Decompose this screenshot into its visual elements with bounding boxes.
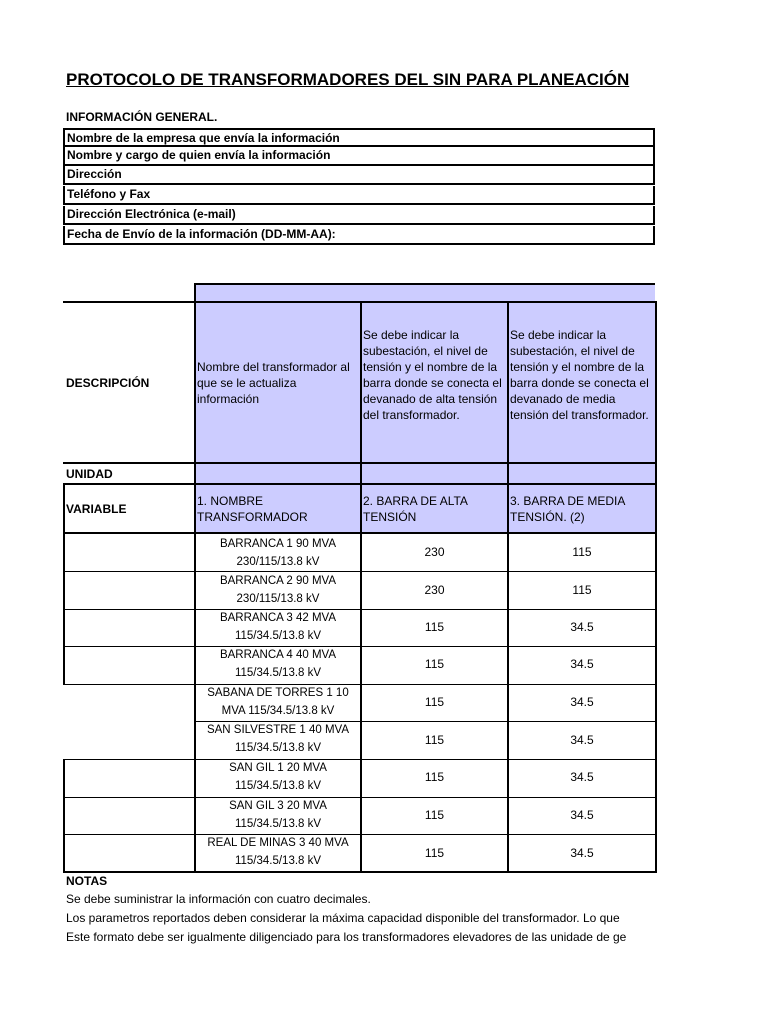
alta-value: 230 <box>424 583 445 597</box>
notes-heading: NOTAS <box>66 874 108 888</box>
column-variable: 2. BARRA DE ALTA TENSIÓN <box>363 494 468 524</box>
media-value: 115 <box>572 583 592 597</box>
table-line <box>63 462 655 464</box>
column-description: Se debe indicar la subestación, el nivel de tensión y el nombre de la barra donde se conecta el devanado de media tensión del transformador. <box>510 328 649 422</box>
column-description: Nombre del transformador al que se le actualiza información <box>197 360 350 406</box>
transformer-name: SAN SILVESTRE 1 40 MVA 115/34.5/13.8 kV <box>206 724 350 754</box>
table-line <box>655 301 657 873</box>
page-title: PROTOCOLO DE TRANSFORMADORES DEL SIN PARA PLANEACIÓN <box>66 70 630 89</box>
alta-value: 115 <box>424 770 445 784</box>
alta-value: 115 <box>424 695 445 709</box>
note-line: Se debe suministrar la información con cuatro decimales. <box>66 892 371 906</box>
alta-value: 230 <box>424 545 445 559</box>
table-line <box>63 483 655 485</box>
row-label-variable: VARIABLE <box>66 502 127 516</box>
transformer-name: SABANA DE TORRES 1 10 MVA 115/34.5/13.8 kV <box>207 687 349 717</box>
media-value: 34.5 <box>570 620 594 634</box>
note-line: Los parametros reportados deben considerar la máxima capacidad disponible del transformador. Lo que <box>66 911 620 925</box>
unit-cell-1 <box>196 464 360 483</box>
transformer-name: BARRANCA 1 90 MVA 230/115/13.8 kV <box>219 538 337 568</box>
transformer-name: SAN GIL 3 20 MVA 115/34.5/13.8 kV <box>229 800 327 830</box>
alta-value: 115 <box>424 846 445 860</box>
table-line <box>63 759 65 873</box>
send-date-field[interactable]: Fecha de Envío de la información (DD-MM-AA): <box>63 226 655 245</box>
transformer-name: BARRANCA 4 40 MVA 115/34.5/13.8 kV <box>219 649 337 679</box>
general-info-heading: INFORMACIÓN GENERAL. <box>66 110 218 124</box>
email-field[interactable]: Dirección Electrónica (e-mail) <box>63 206 655 225</box>
row-label-descripcion: DESCRIPCIÓN <box>66 376 150 390</box>
address-field[interactable]: Dirección <box>63 166 655 185</box>
phone-fax-field[interactable]: Teléfono y Fax <box>63 186 655 205</box>
unit-cell-2 <box>362 464 507 483</box>
company-name-field[interactable]: Nombre de la empresa que envía la información <box>63 128 655 147</box>
media-value: 34.5 <box>570 846 594 860</box>
media-value: 34.5 <box>570 808 594 822</box>
transformer-name: BARRANCA 3 42 MVA 115/34.5/13.8 kV <box>219 612 337 642</box>
alta-value: 115 <box>424 808 445 822</box>
alta-value: 115 <box>424 620 445 634</box>
table-line <box>63 483 65 684</box>
column-description: Se debe indicar la subestación, el nivel de tensión y el nombre de la barra donde se conecta el devanado de alta tensión del transformador. <box>363 328 502 422</box>
table-line <box>194 283 655 285</box>
alta-value: 115 <box>424 657 445 671</box>
alta-value: 115 <box>424 733 445 747</box>
media-value: 34.5 <box>570 695 594 709</box>
transformer-name: BARRANCA 2 90 MVA 230/115/13.8 kV <box>219 575 337 605</box>
media-value: 115 <box>572 545 592 559</box>
unit-cell-3 <box>509 464 655 483</box>
table-line <box>63 301 655 303</box>
transformer-name: REAL DE MINAS 3 40 MVA 115/34.5/13.8 kV <box>207 837 349 867</box>
media-value: 34.5 <box>570 657 594 671</box>
note-line: Este formato debe ser igualmente diligenciado para los transformadores elevadores de las unidade de ge <box>66 930 627 944</box>
column-variable: 1. NOMBRE TRANSFORMADOR <box>197 494 308 524</box>
row-label-unidad: UNIDAD <box>66 467 113 481</box>
transformer-name: SAN GIL 1 20 MVA 115/34.5/13.8 kV <box>229 762 327 792</box>
column-variable: 3. BARRA DE MEDIA TENSIÓN. (2) <box>510 494 625 524</box>
media-value: 34.5 <box>570 770 594 784</box>
media-value: 34.5 <box>570 733 594 747</box>
header-band <box>196 284 655 301</box>
sender-name-field[interactable]: Nombre y cargo de quien envía la información <box>63 147 655 166</box>
